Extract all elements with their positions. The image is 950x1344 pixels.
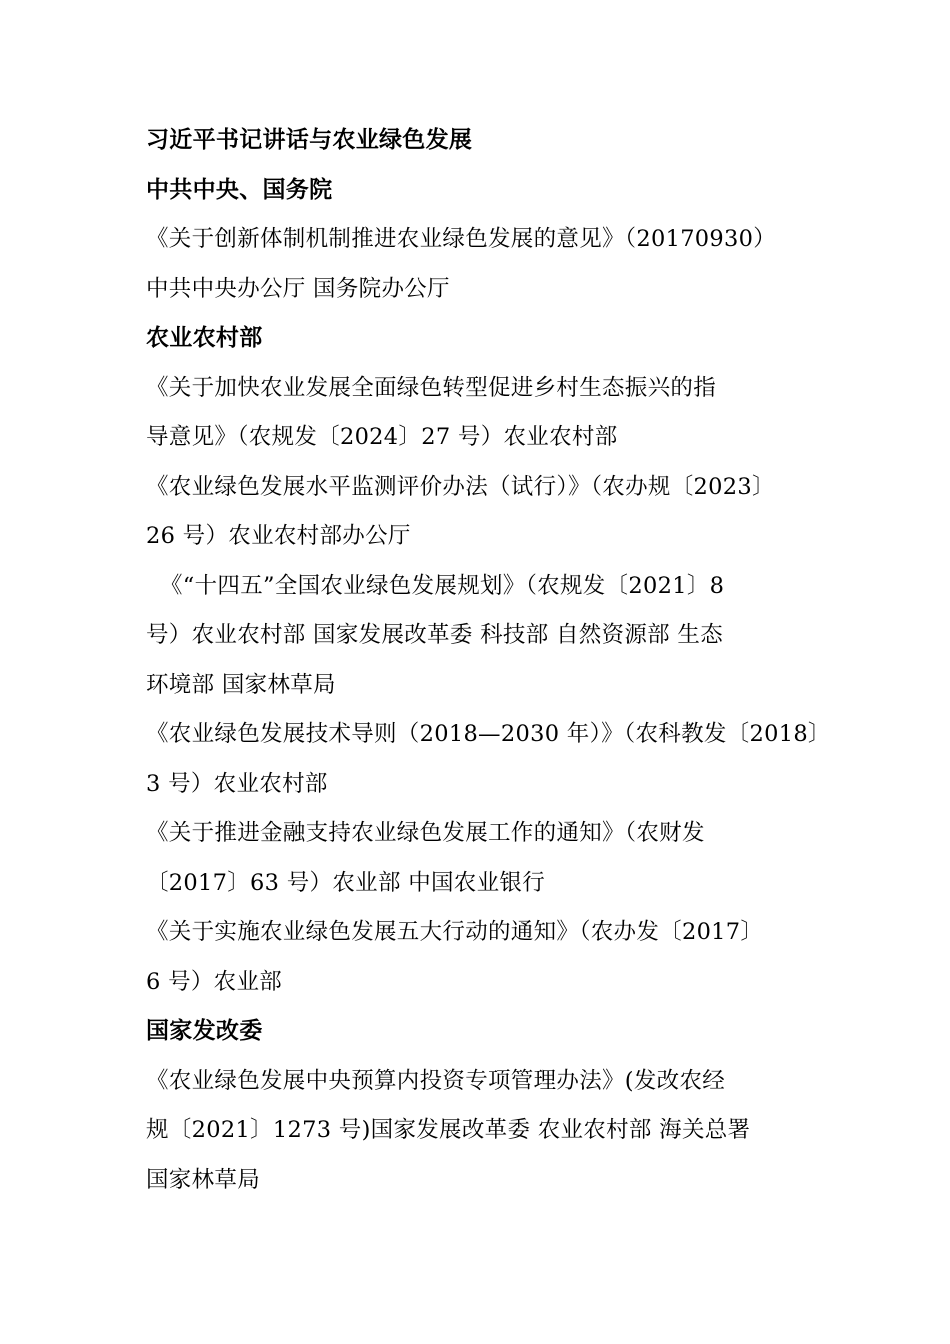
- heading-central-committee: 中共中央、国务院: [146, 176, 333, 203]
- doc-line: 《关于加快农业发展全面绿色转型促进乡村生态振兴的指: [146, 374, 717, 401]
- doc-line: 《关于实施农业绿色发展五大行动的通知》（农办发〔2017〕: [146, 919, 764, 945]
- document-body: [146, 116, 831, 1205]
- doc-line: 6 号）农业部: [146, 968, 283, 995]
- doc-line: 规〔2021〕1273 号)国家发展改革委 农业农村部 海关总署: [146, 1117, 751, 1143]
- doc-line: 国家林草局: [146, 1166, 261, 1193]
- doc-line: 导意见》（农规发〔2024〕27 号）农业农村部: [146, 424, 618, 450]
- doc-line: 环境部 国家林草局: [146, 671, 336, 698]
- doc-line: 《“十四五”全国农业绿色发展规划》（农规发〔2021〕8: [160, 572, 725, 599]
- doc-line: 3 号）农业农村部: [146, 770, 328, 797]
- heading-xi-speech: 习近平书记讲话与农业绿色发展: [146, 127, 473, 153]
- heading-ndrc: 国家发改委: [146, 1018, 263, 1044]
- doc-line: 《农业绿色发展中央预算内投资专项管理办法》(发改农经: [146, 1067, 726, 1094]
- doc-line: 《关于创新体制机制推进农业绿色发展的意见》（20170930）: [146, 226, 777, 252]
- doc-line: 〔2017〕63 号）农业部 中国农业银行: [146, 869, 545, 896]
- doc-line: 《农业绿色发展技术导则（2018—2030 年）》（农科教发〔2018〕: [146, 721, 831, 747]
- doc-line: 号）农业农村部 国家发展改革委 科技部 自然资源部 生态: [146, 622, 724, 648]
- doc-line: 26 号）农业农村部办公厅: [146, 523, 411, 549]
- doc-line: 中共中央办公厅 国务院办公厅: [146, 275, 450, 302]
- doc-line: 《关于推进金融支持农业绿色发展工作的通知》（农财发: [146, 820, 705, 846]
- heading-ministry-agriculture: 农业农村部: [146, 325, 263, 351]
- doc-line: 《农业绿色发展水平监测评价办法（试行）》（农办规〔2023〕: [146, 473, 775, 500]
